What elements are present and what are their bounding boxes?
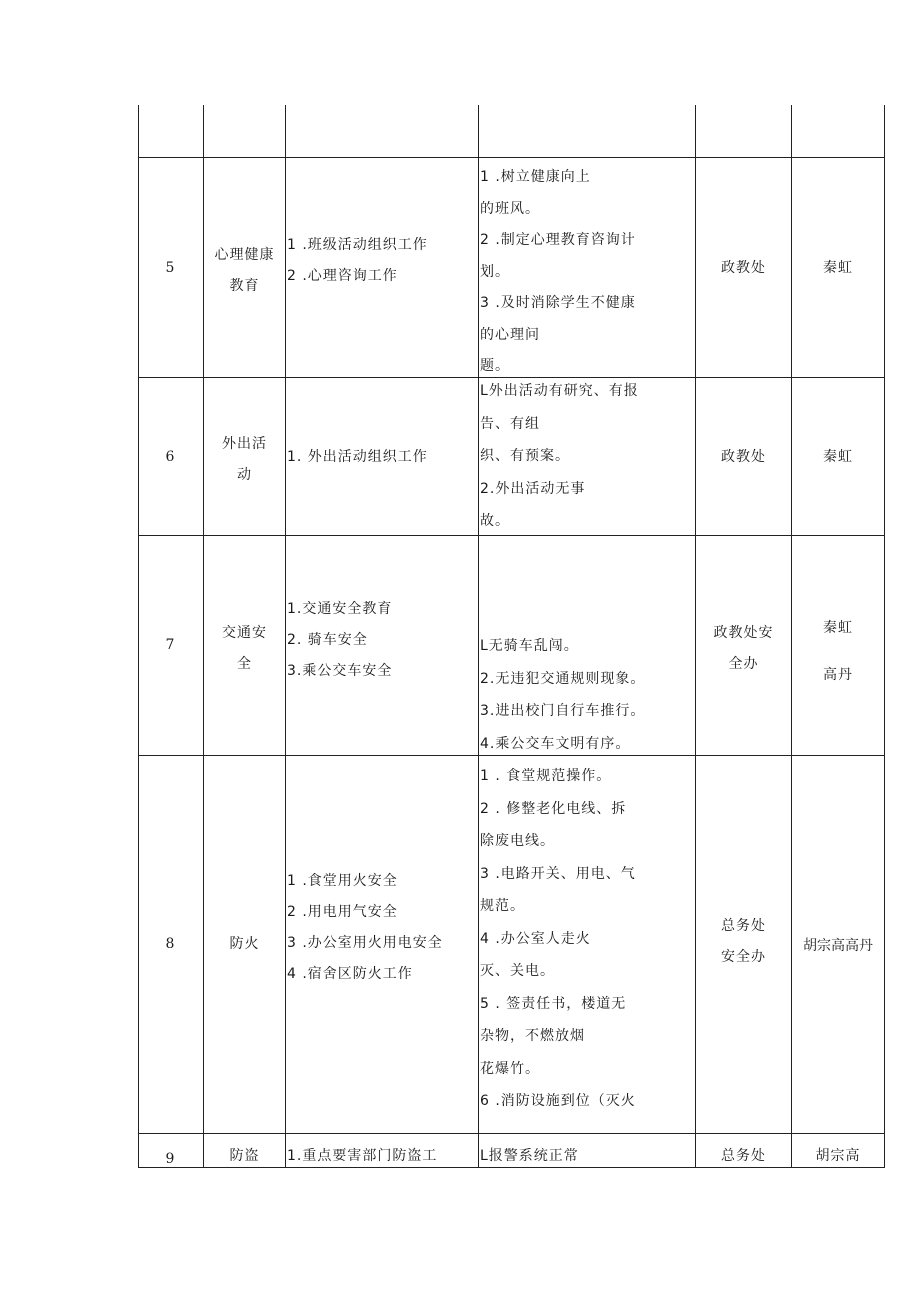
row-divider: [138, 1133, 885, 1134]
responsible-person: 胡宗高: [815, 1148, 861, 1164]
row-number: 6: [165, 449, 176, 465]
work-standard: 1 .树立健康向上 的班风。 2 .制定心理教育咨询计 划。 3 .及时消除学生不健康 的心理问 题。: [480, 169, 636, 374]
responsible-person: 秦虹: [823, 260, 853, 276]
table-border-right: [884, 105, 885, 1168]
responsible-department: 政教处安 全办: [713, 625, 774, 672]
work-content: 1.交通安全教育 2. 骑车安全 3.乘公交车安全: [287, 601, 393, 679]
item-name: 交通安 全: [222, 625, 267, 672]
work-standard: 1 . 食堂规范操作。 2 . 修整老化电线、拆 除废电线。 3 .电路开关、用电、气 规范。 4 .办公室人走火 灭、关电。 5 . 签责任书，楼道无 杂物，不燃放烟 花爆竹。 6 .消防设施到位（灭火: [480, 768, 636, 1109]
work-standard: L无骑车乱闯。 2.无违犯交通规则现象。 3.进出校门自行车推行。 4.乘公交车文明有序。: [480, 638, 646, 752]
work-content: 1 .班级活动组织工作 2 .心理咨询工作: [287, 237, 428, 284]
item-name: 心理健康 教育: [214, 247, 275, 294]
row-number: 5: [165, 260, 176, 276]
responsible-person: 秦虹: [823, 449, 853, 465]
responsible-department: 总务处 安全办: [721, 918, 766, 965]
item-name: 防火: [229, 936, 260, 952]
item-name: 外出活 动: [222, 436, 267, 483]
column-divider: [285, 105, 286, 1168]
work-content: 1.重点要害部门防盗工: [287, 1148, 438, 1164]
row-number: 9: [165, 1151, 176, 1167]
responsible-person: 胡宗高高丹: [803, 938, 873, 954]
responsible-department: 总务处: [721, 1148, 766, 1164]
item-name: 防盗: [229, 1148, 260, 1164]
column-divider: [478, 105, 479, 1168]
row-divider: [138, 157, 885, 158]
work-content: 1 .食堂用火安全 2 .用电用气安全 3 .办公室用火用电安全 4 .宿舍区防火工作: [287, 873, 443, 982]
row-number: 7: [165, 637, 176, 653]
safety-work-table: [138, 105, 885, 1168]
work-standard: L报警系统正常: [480, 1148, 579, 1164]
responsible-department: 政教处: [721, 260, 766, 276]
work-standard: L外出活动有研究、有报 告、有组 织、有预案。 2.外出活动无事 故。: [480, 383, 639, 529]
work-content: 1. 外出活动组织工作: [287, 449, 428, 465]
row-number: 8: [165, 936, 176, 952]
responsible-department: 政教处: [721, 449, 766, 465]
responsible-person: 秦虹 高丹: [823, 620, 853, 683]
